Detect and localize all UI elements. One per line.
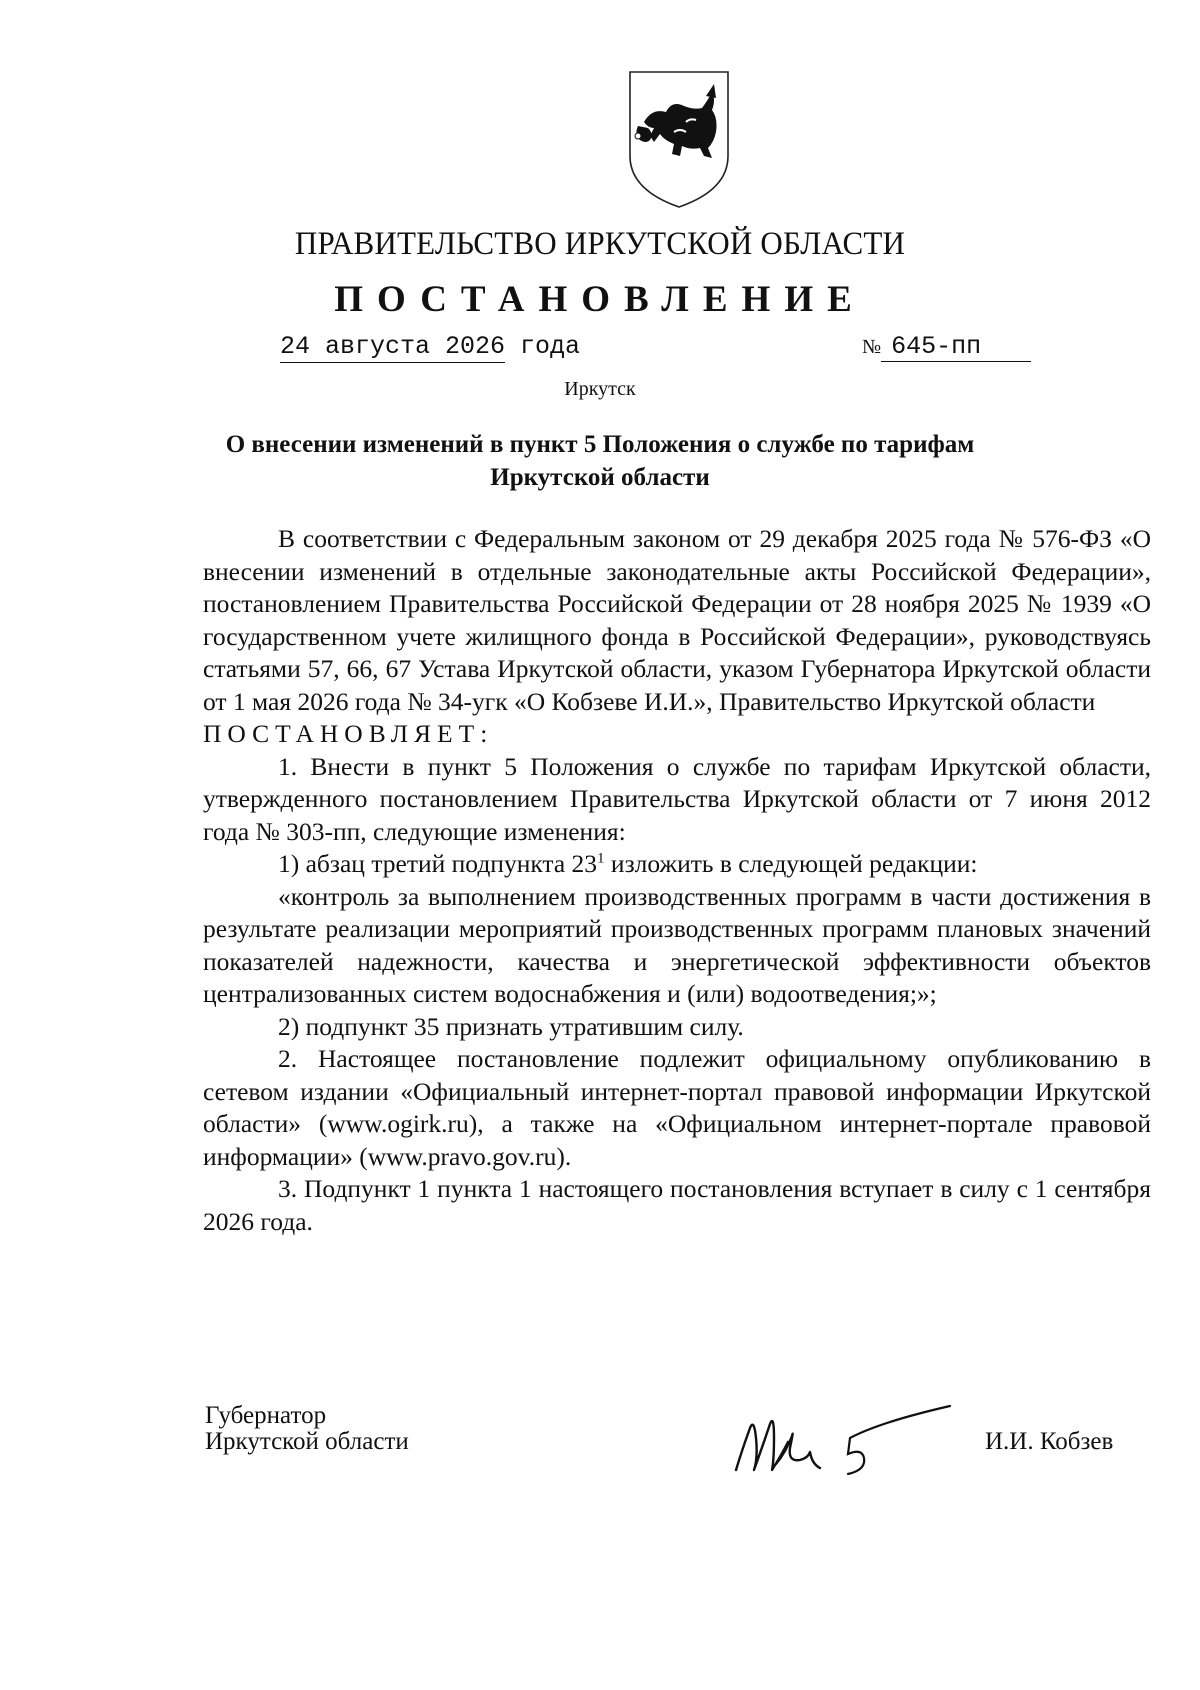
item-1-1-after: изложить в следующей редакции: xyxy=(604,849,978,878)
preamble: В соответствии с Федеральным законом от 29 декабря 2025 года № 576-ФЗ «О внесении изменений в отдельные законодательные акты Российской Федерации», постановлением Правительства Российской Федерации от 28 ноября 2025 № 1939 «О государственном учете жилищного фонда в Российской Федерации», руководствуясь статьями 57, 66, 67 Устава Иркутской области, указом Губернатора Иркутской области от 1 мая 2026 года № 34-угк «О Кобзеве И.И.», Правительство Иркутской области xyxy=(203,524,1151,716)
handwritten-signature-icon xyxy=(730,1398,960,1478)
resolves-heading: ПОСТАНОВЛЯЕТ: xyxy=(203,719,494,748)
item-1-1-superscript: 1 xyxy=(597,850,605,867)
date-value: 24 августа 2026 xyxy=(280,332,506,361)
post-line-2: Иркутской области xyxy=(205,1428,409,1455)
document-title xyxy=(200,428,1000,494)
coat-of-arms-icon xyxy=(624,70,734,210)
item-1-1-before: 1) абзац третий подпункта 23 xyxy=(278,849,598,878)
signatory-name: И.И. Кобзев xyxy=(985,1428,1114,1455)
post-line-1: Губернатор xyxy=(205,1402,327,1429)
government-name: ПРАВИТЕЛЬСТВО ИРКУТСКОЙ ОБЛАСТИ xyxy=(294,226,906,262)
document-type: ПОСТАНОВЛЕНИЕ xyxy=(334,279,866,320)
item-1: 1. Внести в пункт 5 Положения о службе по тарифам Иркутской области, утвержденного постановлением Правительства Иркутской области от 7 июня 2012 года № 303-пп, следующие изменения: xyxy=(203,751,1151,846)
title-line-1: О внесении изменений в пункт 5 Положения о службе по тарифам xyxy=(225,431,975,458)
item-1-1-text: «контроль за выполнением производственных программ в части достижения в результате реализации мероприятий производственных программ плановых значений показателей надежности, качества и энергетической эффективности объектов централизованных систем водоснабжения и (или) водоотведения;»; xyxy=(203,881,1151,1008)
item-1-1 xyxy=(203,848,1151,881)
item-2: 2. Настоящее постановление подлежит официальному опубликованию в сетевом издании «Официальный интернет-портал правовой информации Иркутской области» (www.ogirk.ru), а также на «Официальном интернет-портале правовой информации» (www.pravo.gov.ru). xyxy=(203,1044,1151,1171)
number-value: 645-пп xyxy=(881,332,1031,362)
number-sign: № xyxy=(862,336,882,358)
city: Иркутск xyxy=(564,378,636,400)
document-date xyxy=(280,332,580,361)
signatory-post xyxy=(205,1403,409,1455)
document-body xyxy=(203,523,1151,1238)
item-3: 3. Подпункт 1 пункта 1 настоящего постановления вступает в силу с 1 сентября 2026 года. xyxy=(203,1174,1151,1236)
title-line-2: Иркутской области xyxy=(490,464,710,491)
document-number xyxy=(862,332,1031,362)
item-1-2: 2) подпункт 35 признать утратившим силу. xyxy=(278,1011,744,1041)
date-suffix: года xyxy=(505,332,581,361)
